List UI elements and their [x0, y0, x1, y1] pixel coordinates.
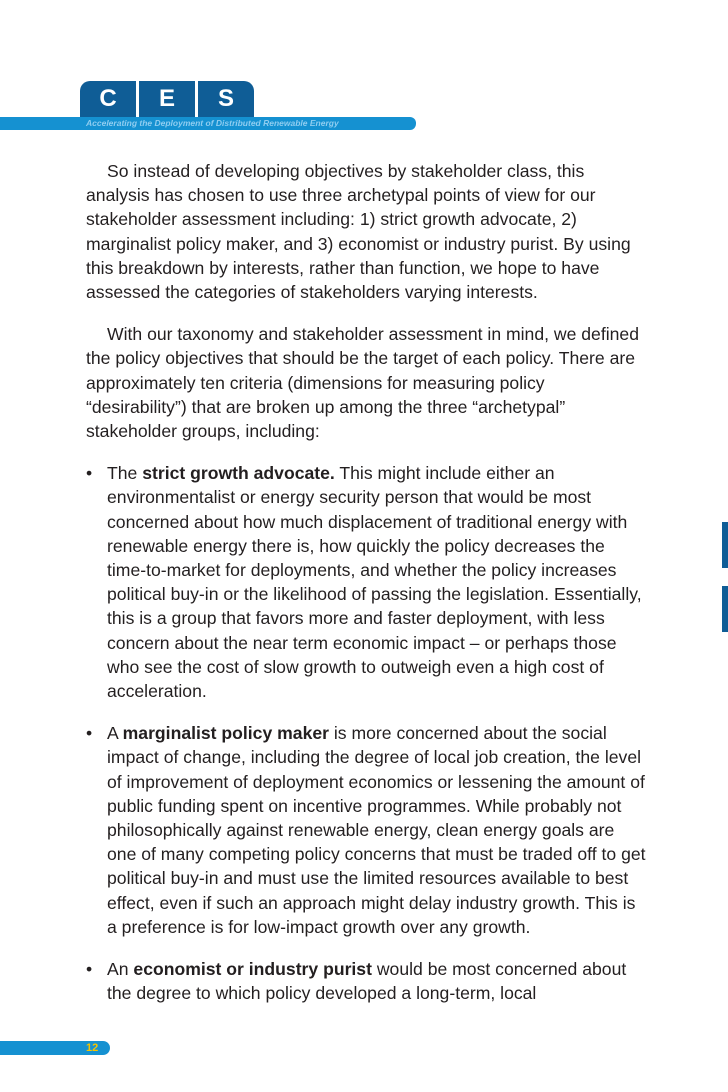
logo-letter-s: S — [198, 81, 254, 117]
logo-letter-c: C — [80, 81, 136, 117]
bullet-term: economist or industry purist — [133, 959, 372, 980]
bullet-term: strict growth advocate. — [142, 463, 335, 484]
paragraph-1: So instead of developing objectives by stakeholder class, this analysis has chosen to use three archetypal points of view for our stakeholder assessment including: 1) strict growth advocate, 2) marginalist policy maker, and 3) economist or industry purist. By using this breakdown by interests, rather than function, we hope to have assessed the categories of stakeholders varying interests. — [86, 161, 631, 303]
paragraph-2: With our taxonomy and stakeholder assessment in mind, we defined the policy objectives that should be the target of each policy. There are approximately ten criteria (dimensions for measuring policy “desirability”) that are broken up among the three “archetypal” stakeholder groups, including: — [86, 324, 639, 442]
bullet-lead: The — [107, 463, 143, 484]
tagline: Accelerating the Deployment of Distributed Renewable Energy — [86, 118, 339, 128]
body-text — [86, 159, 646, 1024]
ces-logo — [80, 81, 254, 117]
bullet-text: is more concerned about the social impact of change, including the degree of local job creation, the level of improvement of deployment economics or lessening the amount of public funding spent on incentive programmes. While probably not philosophically against renewable energy, clean energy goals are one of many competing policy concerns that must be traded off to get political buy-in and must use the limited resources available to best effect, even if such an approach might delay industry growth. This is a preference is for low-impact growth over any growth. — [107, 723, 646, 937]
bullet-lead: A — [107, 723, 123, 744]
page-number: 12 — [86, 1042, 99, 1054]
bullet-term: marginalist policy maker — [122, 723, 329, 744]
page-edge-tab — [722, 522, 728, 568]
logo-letter-e: E — [139, 81, 195, 117]
list-item — [86, 461, 646, 703]
bullet-lead: An — [107, 959, 134, 980]
stakeholder-list — [86, 461, 646, 1005]
page-edge-tab — [722, 586, 728, 632]
bullet-text: This might include either an environmentalist or energy security person that would be most concerned about how much displacement of traditional energy with renewable energy there is, how quickly the policy decreases the time-to-market for deployments, and whether the policy increases political buy-in or the likelihood of passing the legislation. Essentially, this is a group that favors more and faster deployment, with less concern about the near term economic impact – or perhaps those who see the cost of slow growth to outweigh even a high cost of acceleration. — [107, 463, 642, 702]
list-item — [86, 721, 646, 939]
bullet-text: would be most concerned about the degree to which policy developed a long-term, local — [107, 959, 627, 1004]
list-item — [86, 957, 646, 1005]
